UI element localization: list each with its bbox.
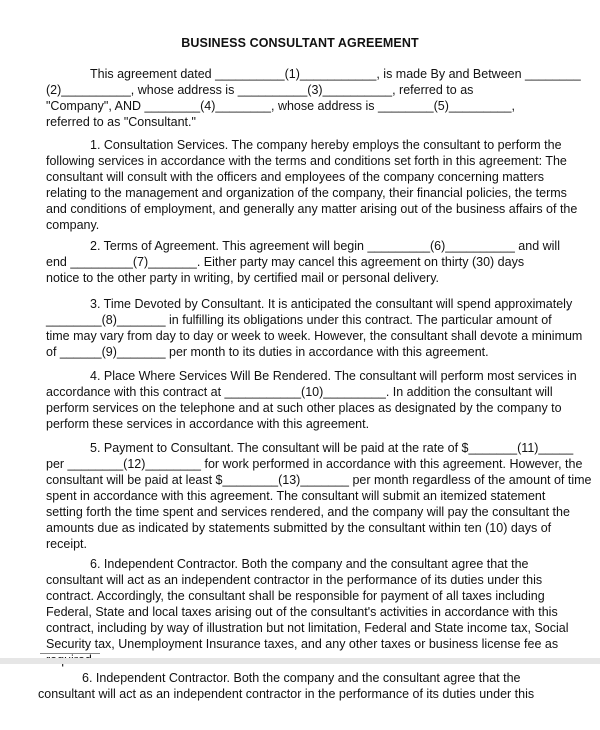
text-line: 6. Independent Contractor. Both the company and the consultant agree that the bbox=[82, 671, 521, 685]
text-line: ________(8)_______ in fulfilling its obligations under this contract. The particular amount of bbox=[46, 313, 552, 327]
text-line: consultant will act as an independent contractor in the performance of its duties under this bbox=[46, 573, 543, 587]
text-line: referred to as "Consultant." bbox=[46, 115, 196, 129]
text-line: 5. Payment to Consultant. The consultant will be paid at the rate of $_______(11)_____ bbox=[90, 441, 574, 455]
text-line: consultant will consult with the officers and employees of the company concerning matters bbox=[46, 170, 544, 184]
text-line: Federal, State and local taxes arising out of the consultant's activities in accordance with this bbox=[46, 605, 558, 619]
text-line: receipt. bbox=[46, 537, 87, 551]
next-page-paragraph bbox=[38, 670, 578, 702]
intro-paragraph bbox=[46, 66, 581, 130]
text-line: "Company", AND ________(4)________, whose address is ________(5)_________, bbox=[46, 99, 515, 113]
section-consultation-services bbox=[46, 137, 578, 233]
text-line: and conditions of employment, and generally any matter arising out of the business affairs of the bbox=[46, 202, 578, 216]
section-place-of-services bbox=[46, 368, 577, 432]
section-payment-to-consultant bbox=[46, 440, 592, 552]
text-line: contract, including by way of illustration but not limitation, Federal and State income tax, Social bbox=[46, 621, 569, 635]
text-line: end _________(7)_______. Either party may cancel this agreement on thirty (30) days bbox=[46, 255, 525, 269]
text-line: 3. Time Devoted by Consultant. It is anticipated the consultant will spend approximately bbox=[90, 297, 573, 311]
text-line: company. bbox=[46, 218, 100, 232]
text-line: 4. Place Where Services Will Be Rendered. The consultant will perform most services in bbox=[90, 369, 577, 383]
text-line: accordance with this contract at ___________(10)_________. In addition the consultant will bbox=[46, 385, 553, 399]
text-line: setting forth the time spent and services rendered, and the company will pay the consultant the bbox=[46, 505, 570, 519]
text-line: (2)__________, whose address is __________(3)__________, referred to as bbox=[46, 83, 474, 97]
text-line: consultant will be paid at least $________(13)_______ per month regardless of the amount of time bbox=[46, 473, 592, 487]
text-line: time may vary from day to day or week to week. However, the consultant shall devote a minimum bbox=[46, 329, 583, 343]
text-line: of ______(9)_______ per month to its duties in accordance with this agreement. bbox=[46, 345, 489, 359]
text-line: notice to the other party in writing, by certified mail or personal delivery. bbox=[46, 271, 440, 285]
text-line: relating to the management and organization of the company, their financial policies, the terms bbox=[46, 186, 567, 200]
text-line: amounts due as indicated by statements submitted by the consultant within ten (10) days of bbox=[46, 521, 552, 535]
text-line: perform these services in accordance with this agreement. bbox=[46, 417, 370, 431]
text-line: spent in accordance with this agreement. The consultant will submit an itemized statement bbox=[46, 489, 546, 503]
section-time-devoted bbox=[46, 296, 583, 360]
underline-mark bbox=[40, 653, 100, 654]
document-title: BUSINESS CONSULTANT AGREEMENT bbox=[181, 36, 419, 50]
text-line: consultant will act as an independent contractor in the performance of its duties under this bbox=[38, 687, 535, 701]
text-line: following services in accordance with the terms and conditions set forth in this agreement: The bbox=[46, 154, 567, 168]
text-line: per ________(12)________ for work performed in accordance with this agreement. However, the bbox=[46, 457, 583, 471]
section-terms-of-agreement bbox=[46, 238, 568, 286]
text-line: 6. Independent Contractor. Both the company and the consultant agree that the bbox=[90, 557, 529, 571]
text-line: Security tax, Unemployment Insurance taxes, and any other taxes or business license fee as bbox=[46, 637, 559, 651]
page-break-divider bbox=[0, 658, 600, 664]
text-line: contract. Accordingly, the consultant shall be responsible for payment of all taxes including bbox=[46, 589, 545, 603]
text-line: 2. Terms of Agreement. This agreement will begin _________(6)__________ and will bbox=[90, 239, 560, 253]
text-line: This agreement dated __________(1)___________, is made By and Between ________ bbox=[90, 67, 581, 81]
section-independent-contractor bbox=[46, 556, 568, 668]
text-line: perform services on the telephone and at such other places as designated by the company to bbox=[46, 401, 562, 415]
text-line: 1. Consultation Services. The company hereby employs the consultant to perform the bbox=[90, 138, 562, 152]
